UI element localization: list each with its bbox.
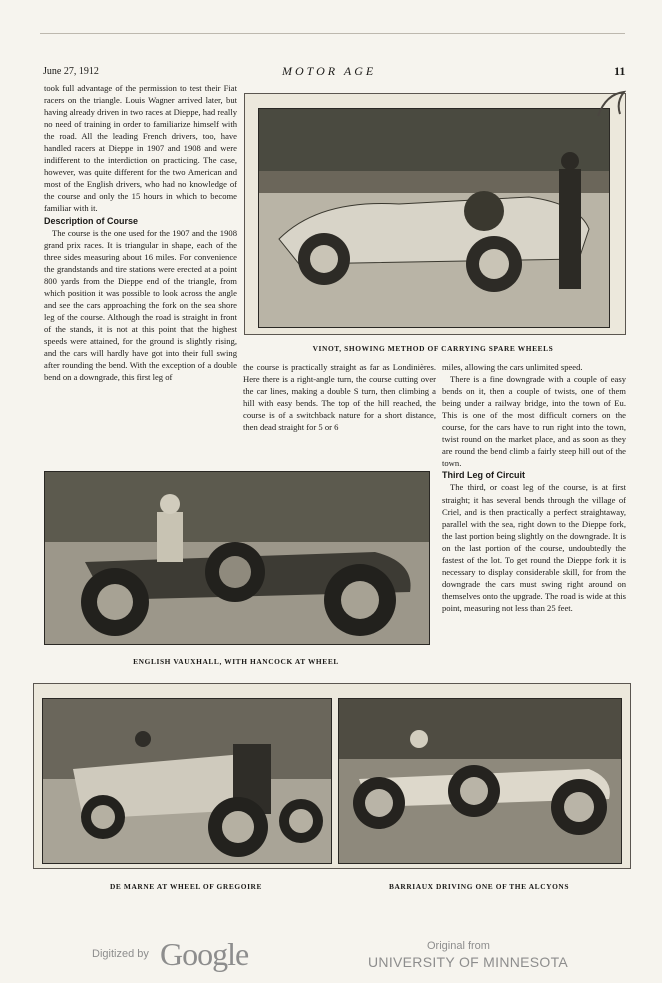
demarne-caption: DE MARNE AT WHEEL OF GREGOIRE <box>109 882 263 891</box>
page-number: 11 <box>614 64 626 78</box>
issue-date: June 27, 1912 <box>43 66 99 77</box>
right-text-column <box>442 361 626 614</box>
vauxhall-caption: ENGLISH VAUXHALL, WITH HANCOCK AT WHEEL <box>133 657 339 666</box>
demarne-photo <box>42 698 332 864</box>
paragraph: There is a fine downgrade with a couple of easy bends on it, then a couple of twists, one of them being under a railway bridge, into the town of Eu. This is one of the most difficult corners on the course, for the cars have to run right into the town, twist round on the market place, and as soon as they are round the bend climb a fairly steep hill out of the town. <box>442 374 626 469</box>
digitized-by-label: Digitized by <box>92 948 149 960</box>
top-rule <box>40 33 625 34</box>
vinot-photo <box>258 108 610 328</box>
paragraph: The course is the one used for the 1907 and the 1908 grand prix races. It is triangular in shape, each of the three sides measuring about 16 miles. For convenience the grandstands and tire stations were erected at a point 800 yards from the Dieppe end of the triangle, from which position it was possible to look across the angle and see the cars approaching the fork on the sea shore leg of the course. Although the road is straight in front of the stands, it is not at this point that the highest speeds were attained, for the ground is slightly rising, and the cars will hardly have got into their full swing after rounding the bend. With the exception of a double bend on a downgrade, this first leg of <box>44 227 237 383</box>
original-from-label: Original from <box>427 940 490 952</box>
university-label: UNIVERSITY OF MINNESOTA <box>368 954 569 970</box>
middle-text-column <box>243 361 436 433</box>
section-heading: Description of Course <box>44 215 139 226</box>
left-text-column <box>44 82 237 383</box>
gregoire-racer-image <box>43 699 331 863</box>
barriaux-photo <box>338 698 622 864</box>
vauxhall-racer-image <box>45 472 429 644</box>
paragraph: the course is practically straight as far as Londinières. Here there is a right-angle turn, the course cutting over the car lines, making a double S turn, then climbing a hill with easy bends. The top of the hill reached, the course is of a switchback nature for a short distance, then dead straight for 5 or 6 <box>243 362 436 433</box>
corner-ornament-top-right <box>596 90 626 118</box>
vauxhall-photo <box>44 471 430 645</box>
paragraph: The third, or coast leg of the course, is at first straight; it has several bends through the village of Criel, and is then practically a perfect straightaway, parallel with the sea, right down to the Dieppe fork, the last portion being slightly on the downgrade. It is on the last portion of the course, undoubtedly the fastest of the lot. To get round the Dieppe fork it is necessary to display considerable skill, for from the downgrade the cars must swing right around on themselves onto the upgrade. The road is wide at this point, measuring not less than 25 feet. <box>442 482 626 613</box>
magazine-title: MOTOR AGE <box>282 64 377 78</box>
section-heading: Third Leg of Circuit <box>442 470 525 481</box>
vinot-caption: VINOT, SHOWING METHOD OF CARRYING SPARE WHEELS <box>312 344 554 353</box>
paragraph: took full advantage of the permission to test their Fiat racers on the triangle. Louis Wagner arrived later, but having already driven in two races at Dieppe, had really no need of training in order to familiarize himself with the road. All the leading French drivers, too, have handled racers at Dieppe in 1907 and 1908 and were indifferent to the interdiction on practicing. The case, however, was quite different for the two American and most of the English drivers, who had no knowledge of the course and only the 15 hours in which to become familiar with it. <box>44 83 237 214</box>
vinot-racer-image <box>259 109 609 327</box>
alcyon-racer-image <box>339 699 621 863</box>
barriaux-caption: BARRIAUX DRIVING ONE OF THE ALCYONS <box>388 882 570 891</box>
paragraph: miles, allowing the cars unlimited speed. <box>442 362 583 372</box>
google-logo: Google <box>160 936 249 972</box>
